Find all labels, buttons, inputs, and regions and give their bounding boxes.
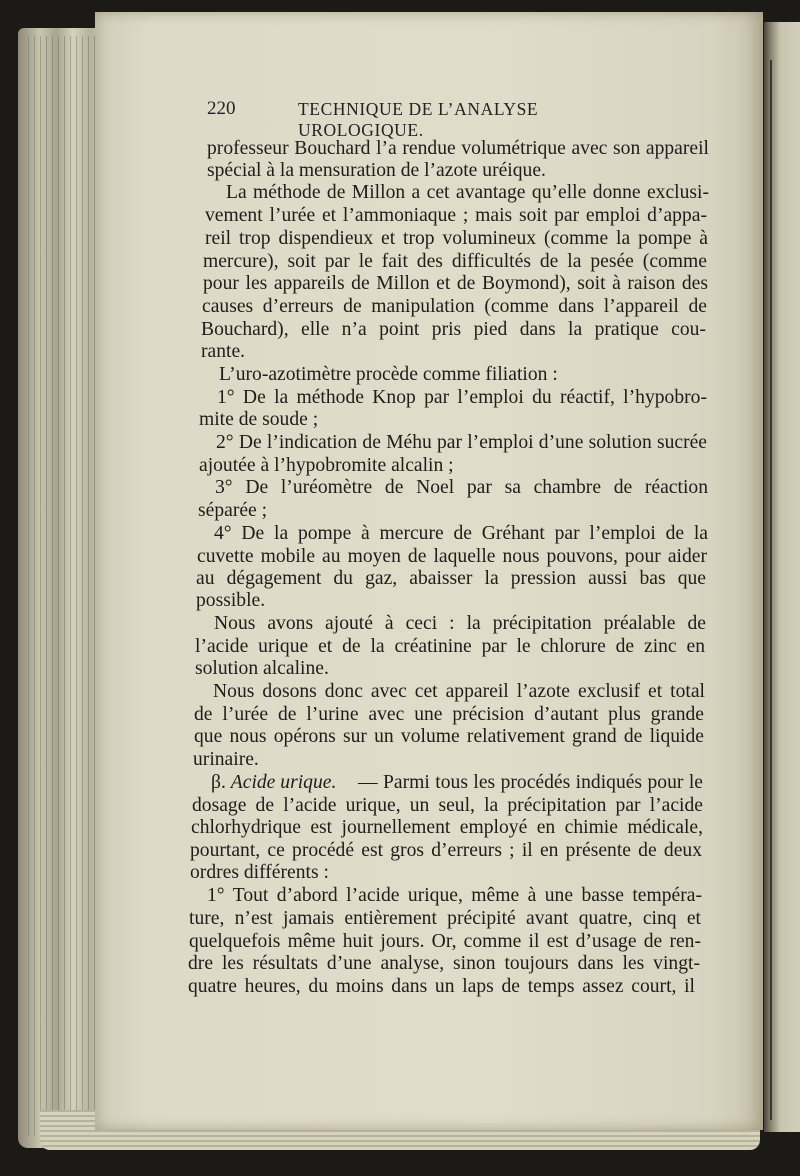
running-title: TECHNIQUE DE L’ANALYSE UROLOGIQUE. [298, 99, 539, 140]
text-line: rante. [201, 341, 246, 362]
text-line: 4° De la pompe à mercure de Gréhant par l’emploi de la [214, 523, 708, 544]
text-line: séparée ; [198, 500, 268, 521]
text-line: 3° De l’uréomètre de Noel par sa chambre de réaction [215, 477, 708, 498]
section-marker: β. [211, 772, 226, 793]
text-line: causes d’erreurs de manipulation (comme dans l’appareil de [202, 296, 707, 317]
text-line: vement l’urée et l’ammoniaque ; mais soit par emploi d’appa- [205, 205, 707, 226]
text-line: chlorhydrique est journellement employé en chimie médicale, [191, 817, 703, 838]
text-line: pour les appareils de Millon et de Boymond), soit à raison des [203, 273, 708, 294]
text-line: ture, n’est jamais entièrement précipité avant quatre, cinq et [189, 908, 701, 929]
text-line: La méthode de Millon a cet avantage qu’elle donne exclusi- [226, 182, 709, 203]
section-title: Acide urique. [230, 772, 337, 793]
text-line: dosage de l’acide urique, un seul, la précipitation par l’acide [192, 795, 703, 816]
text-line: dre les résultats d’une analyse, sinon toujours dans les vingt- [188, 953, 700, 974]
running-header [207, 98, 647, 140]
text-line: de l’urée de l’urine avec une précision d’autant plus grande [194, 704, 704, 725]
text-line: ordres différents : [190, 862, 329, 883]
text-line: quelquefois même huit jours. Or, comme il est d’usage de ren- [189, 931, 701, 952]
text-line: l’acide urique et de la créatinine par le chlorure de zinc en [195, 636, 705, 657]
text-line: spécial à la mensuration de l’azote uréique. [207, 160, 546, 181]
text-line: mercure), soit par le fait des difficultés de la pesée (comme [203, 251, 707, 272]
text-line: solution alcaline. [195, 658, 329, 679]
text-line: cuvette mobile au moyen de laquelle nous pouvons, pour aider [197, 546, 707, 567]
text-line: 2° De l’indication de Méhu par l’emploi d’une solution sucrée [216, 432, 707, 453]
page-number: 220 [207, 98, 236, 119]
text-line: quatre heures, du moins dans un laps de temps assez court, il [188, 976, 695, 997]
text-line: — Parmi tous les procédés indiqués pour le [358, 772, 703, 793]
text-line: Bouchard), elle n’a point pris pied dans la pratique cou- [201, 319, 706, 340]
text-line: au dégagement du gaz, abaisser la pression aussi bas que [196, 568, 706, 589]
text-line: 1° Tout d’abord l’acide urique, même à une basse tempéra- [207, 885, 702, 906]
text-line: professeur Bouchard l’a rendue volumétrique avec son appareil [207, 138, 709, 159]
text-line: mite de soude ; [199, 409, 319, 430]
text-line: reil trop dispendieux et trop volumineux (comme la pompe à [205, 228, 708, 249]
text-line: Nous avons ajouté à ceci : la précipitation préalable de [214, 613, 706, 634]
text-line: pourtant, ce procédé est gros d’erreurs ; il en présente de deux [190, 840, 702, 861]
text-line: Nous dosons donc avec cet appareil l’azote exclusif et total [213, 681, 705, 702]
text-line: possible. [196, 590, 266, 611]
text-line: que nous opérons sur un volume relativement grand de liquide [194, 726, 704, 747]
binding-shadow [770, 60, 772, 1120]
text-line: L’uro-azotimètre procède comme filiation : [219, 364, 558, 385]
text-line: ajoutée à l’hypobromite alcalin ; [199, 455, 454, 476]
section-heading [211, 772, 336, 794]
text-line: urinaire. [193, 749, 259, 770]
text-line: 1° De la méthode Knop par l’emploi du réactif, l’hypobro- [217, 387, 707, 408]
